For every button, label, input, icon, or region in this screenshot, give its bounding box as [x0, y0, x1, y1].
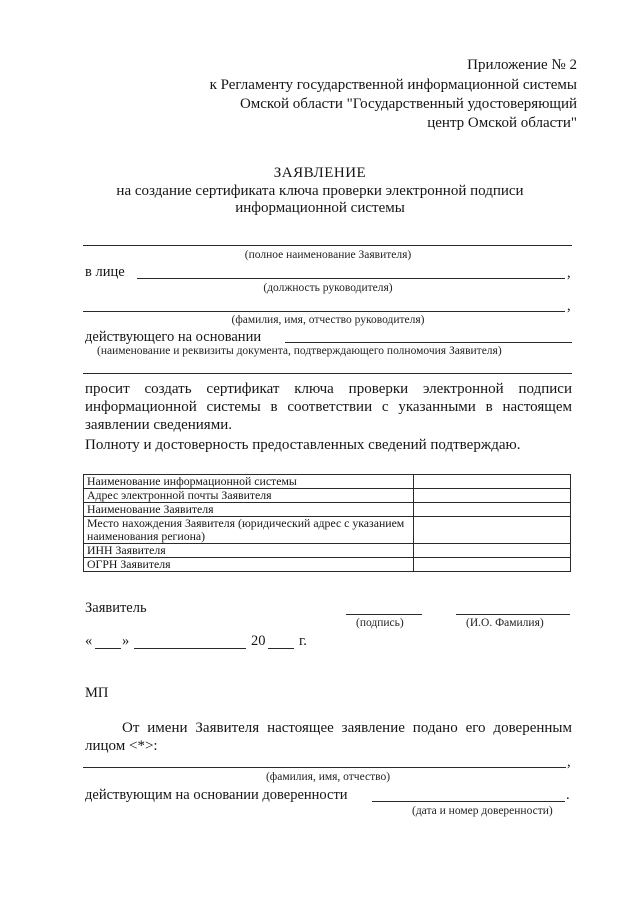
signer-name-line[interactable]	[456, 614, 570, 615]
applicant-signature-label: Заявитель	[85, 600, 147, 616]
signature-line[interactable]	[346, 614, 422, 615]
comma-mark: ,	[567, 298, 571, 314]
table-cell-label: Наименование информационной системы	[84, 475, 414, 489]
date-year-suffix: г.	[299, 633, 307, 649]
proxy-fio-line[interactable]	[83, 767, 566, 768]
head-fio-caption: (фамилия, имя, отчество руководителя)	[231, 314, 425, 326]
proxy-paragraph: От имени Заявителя настоящее заявление подано его доверенным лицом <*>:	[85, 720, 572, 754]
annex-reference-line3: центр Омской области"	[427, 115, 577, 131]
date-month-line[interactable]	[134, 648, 246, 649]
document-subtitle-line2: информационной системы	[235, 200, 405, 216]
annex-reference-line1: к Регламенту государственной информационной системы	[209, 77, 577, 93]
period-mark: .	[566, 787, 570, 803]
power-of-attorney-caption: (дата и номер доверенности)	[412, 805, 553, 817]
annex-number: Приложение № 2	[467, 57, 577, 73]
confirmation-paragraph: Полноту и достоверность предоставленных сведений подтверждаю.	[85, 437, 521, 453]
stamp-place-label: МП	[85, 685, 109, 701]
head-position-caption: (должность руководителя)	[263, 282, 393, 294]
head-position-line[interactable]	[137, 278, 565, 279]
applicant-info-table	[83, 474, 571, 572]
head-fio-line[interactable]	[83, 311, 565, 312]
comma-mark: ,	[567, 265, 571, 281]
authority-document-caption: (наименование и реквизиты документа, подтверждающего полномочия Заявителя)	[97, 345, 502, 357]
power-of-attorney-label: действующим на основании доверенности	[85, 787, 348, 803]
authority-document-line2[interactable]	[83, 373, 572, 374]
table-cell-label: Место нахождения Заявителя (юридический адрес с указанием наименования региона)	[84, 517, 414, 544]
power-of-attorney-line[interactable]	[372, 801, 565, 802]
table-row	[84, 558, 571, 572]
table-row	[84, 475, 571, 489]
table-row	[84, 517, 571, 544]
comma-mark: ,	[567, 754, 571, 770]
annex-reference-line2: Омской области "Государственный удостоверяющий	[239, 96, 577, 112]
table-cell-value[interactable]	[414, 475, 571, 489]
table-cell-label: Наименование Заявителя	[84, 503, 414, 517]
signer-name-caption: (И.О. Фамилия)	[466, 617, 544, 629]
authority-document-line[interactable]	[285, 342, 572, 343]
proxy-fio-caption: (фамилия, имя, отчество)	[265, 771, 391, 783]
table-cell-value[interactable]	[414, 544, 571, 558]
date-open-quote: «	[85, 633, 93, 649]
date-year-prefix: 20	[251, 633, 266, 649]
signature-caption: (подпись)	[356, 617, 404, 629]
acting-basis-label: действующего на основании	[85, 329, 262, 345]
table-cell-label: Адрес электронной почты Заявителя	[84, 489, 414, 503]
table-cell-value[interactable]	[414, 489, 571, 503]
applicant-name-caption: (полное наименование Заявителя)	[244, 249, 412, 261]
table-cell-label: ОГРН Заявителя	[84, 558, 414, 572]
date-day-line[interactable]	[95, 648, 121, 649]
v-lice-label: в лице	[85, 264, 125, 280]
table-cell-label: ИНН Заявителя	[84, 544, 414, 558]
table-cell-value[interactable]	[414, 517, 571, 544]
request-paragraph: просит создать сертификат ключа проверки электронной подписи информационной системы в соответствии с указанными в настоящем заявлении сведениями.	[85, 381, 572, 433]
table-row	[84, 503, 571, 517]
table-cell-value[interactable]	[414, 558, 571, 572]
document-subtitle-line1: на создание сертификата ключа проверки электронной подписи	[116, 183, 524, 199]
date-close-quote: »	[122, 633, 130, 649]
applicant-name-line[interactable]	[83, 245, 572, 246]
table-cell-value[interactable]	[414, 503, 571, 517]
table-row	[84, 489, 571, 503]
document-title: ЗАЯВЛЕНИЕ	[273, 165, 367, 181]
date-year-line[interactable]	[268, 648, 294, 649]
table-row	[84, 544, 571, 558]
